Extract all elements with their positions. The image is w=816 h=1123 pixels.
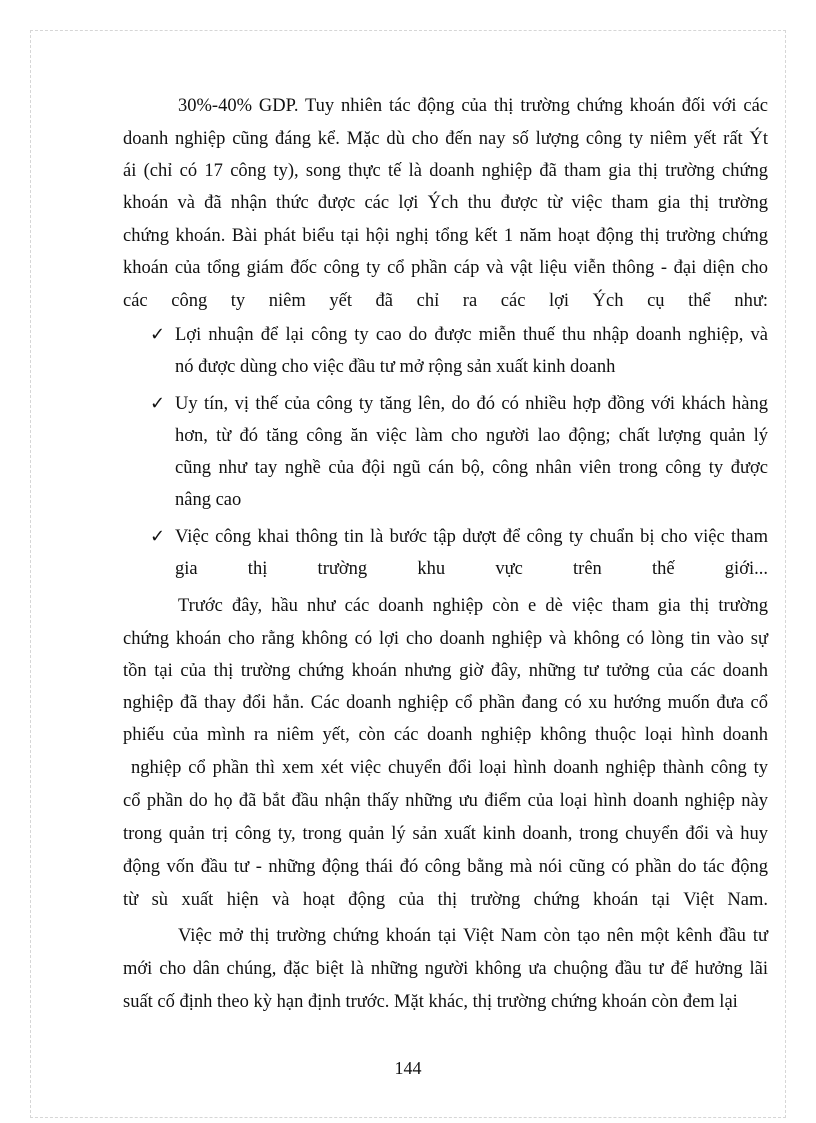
para2-line-3: tồn tại của thị trường chứng khoán nhưng giờ đây, những tư tưởng của các doanh xyxy=(123,661,768,681)
bullet-2-line-1: Uy tín, vị thế của công ty tăng lên, do đó có nhiều hợp đồng với khách hàng xyxy=(175,394,768,414)
bullet-2-line-3: cũng như tay nghề của đội ngũ cán bộ, công nhân viên trong công ty được xyxy=(175,458,768,478)
check-icon: ✓ xyxy=(150,526,166,547)
para2-line-8: trong quản trị công ty, trong quản lý sản xuất kinh doanh, trong chuyển đổi và huy xyxy=(123,824,768,844)
para3-line-2: mới cho dân chúng, đặc biệt là những người không ưa chuộng đầu tư để hưởng lãi xyxy=(123,959,768,979)
bullet-3-line-1: Việc công khai thông tin là bước tập dượt để công ty chuẩn bị cho việc tham xyxy=(175,527,768,547)
bullet-2-line-4: nâng cao xyxy=(175,490,242,510)
intro-line-3: ái (chỉ có 17 công ty), song thực tế là doanh nghiệp đã tham gia thị trường chứng xyxy=(123,161,768,181)
intro-line-2: doanh nghiệp cũng đáng kể. Mặc dù cho đến nay số lượng công ty niêm yết rất Ýt xyxy=(123,129,768,149)
para2-line-5: phiếu của mình ra niêm yết, còn các doanh nghiệp không thuộc loại hình doanh xyxy=(123,725,768,745)
bullet-2-line-2: hơn, từ đó tăng công ăn việc làm cho người lao động; chất lượng quản lý xyxy=(175,426,768,446)
para2-line-1: Trước đây, hầu như các doanh nghiệp còn e dè việc tham gia thị trường xyxy=(178,596,768,616)
para2-line-6: nghiệp cổ phần thì xem xét việc chuyển đổi loại hình doanh nghiệp thành công ty xyxy=(131,758,768,778)
para3-line-1: Việc mở thị trường chứng khoán tại Việt Nam còn tạo nên một kênh đầu tư xyxy=(178,926,768,946)
para2-line-9: động vốn đầu tư - những động thái đó công bằng mà nói cũng có phần do tác động xyxy=(123,857,768,877)
para2-line-7: cổ phần do họ đã bắt đầu nhận thấy những ưu điểm của loại hình doanh nghiệp này xyxy=(123,791,768,811)
bullet-1-line-1: Lợi nhuận để lại công ty cao do được miễn thuế thu nhập doanh nghiệp, và xyxy=(175,325,768,345)
para2-line-4: nghiệp đã thay đổi hẳn. Các doanh nghiệp cổ phần đang có xu hướng muốn đưa cổ xyxy=(123,693,768,713)
intro-line-5: chứng khoán. Bài phát biểu tại hội nghị tổng kết 1 năm hoạt động thị trường chứng xyxy=(123,226,768,246)
bullet-1-line-2: nó được dùng cho việc đầu tư mở rộng sản xuất kinh doanh xyxy=(175,357,616,377)
para2-line-10: từ sù xuất hiện và hoạt động của thị trường chứng khoán tại Việt Nam. xyxy=(123,890,768,910)
para2-line-2: chứng khoán cho rằng không có lợi cho doanh nghiệp và không có lòng tin vào sự xyxy=(123,629,768,649)
bullet-3-line-2: gia thị trường khu vực trên thế giới... xyxy=(175,559,768,579)
check-icon: ✓ xyxy=(150,324,166,345)
check-icon: ✓ xyxy=(150,393,166,414)
page-number: 144 xyxy=(394,1058,422,1078)
intro-line-7: các công ty niêm yết đã chỉ ra các lợi Ých cụ thể như: xyxy=(123,291,768,311)
para3-line-3: suất cố định theo kỳ hạn định trước. Mặt khác, thị trường chứng khoán còn đem lại xyxy=(123,992,738,1012)
intro-line-1: 30%-40% GDP. Tuy nhiên tác động của thị trường chứng khoán đối với các xyxy=(178,96,768,116)
intro-line-4: khoán và đã nhận thức được các lợi Ých thu được từ việc tham gia thị trường xyxy=(123,193,768,213)
intro-line-6: khoán của tổng giám đốc công ty cổ phần cáp và vật liệu viễn thông - đại diện cho xyxy=(123,258,768,278)
